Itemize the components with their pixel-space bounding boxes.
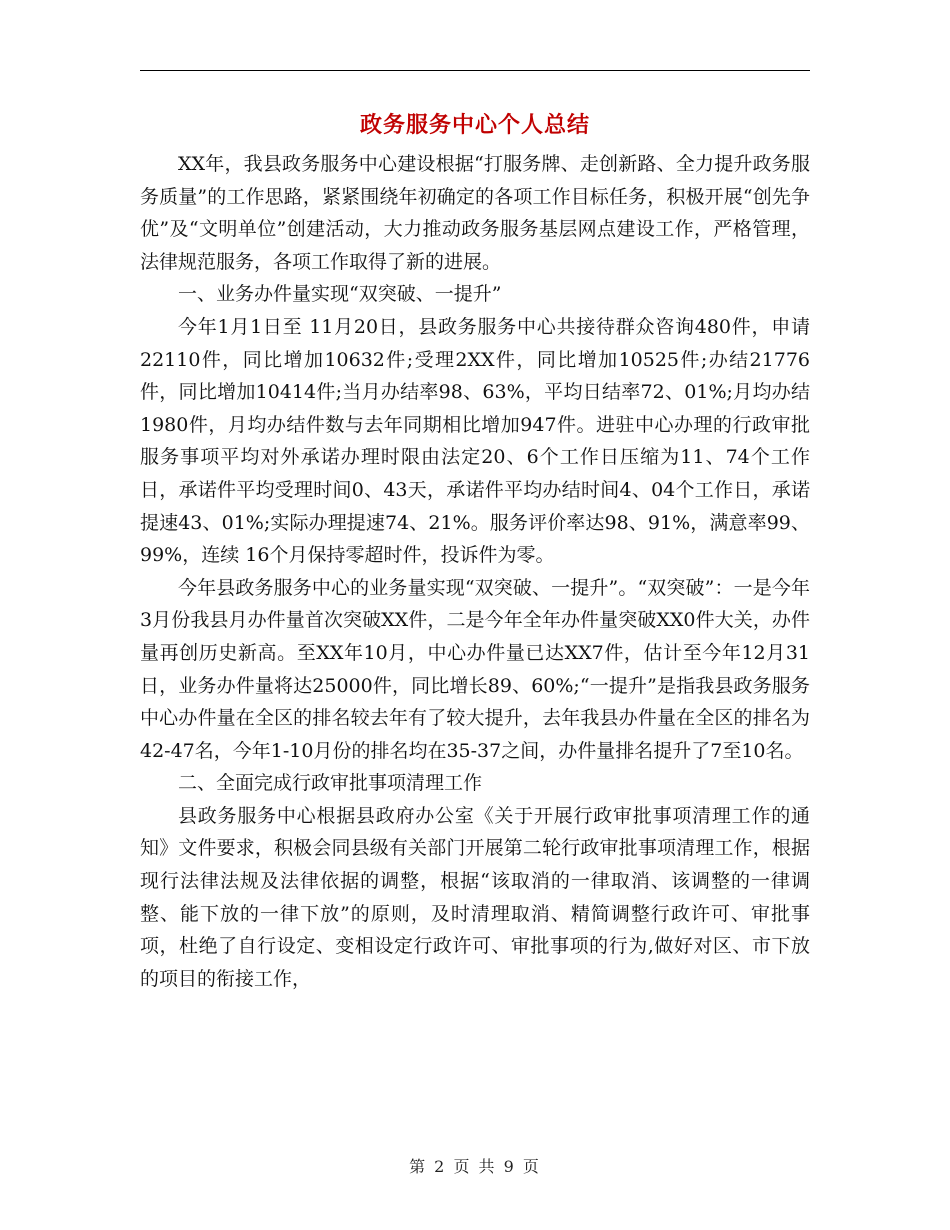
- document-body: [140, 148, 810, 995]
- section-heading-2: 二、全面完成行政审批事项清理工作: [178, 772, 483, 795]
- section-heading-1: 一、业务办件量实现“双突破、一提升”: [178, 283, 502, 306]
- document-title: 政务服务中心个人总结: [359, 112, 590, 138]
- paragraph-statistics: 今年1月1日至 11月20日，县政务服务中心共接待群众咨询480件，申请22110件，同比增加10632件;受理2XX件，同比增加10525件;办结21776件，同比增加10414件;当月办结率98、63%，平均日结率72、01%;月均办结1980件，月均办结件数与去年同期相比增加947件。进驻中心办理的行政审批服务事项平均对外承诺办理时限由法定20、6个工作日压缩为11、74个工作日，承诺件平均受理时间0、43天，承诺件平均办结时间4、04个工作日，承诺提速43、01%;实际办理提速74、21%。服务评价率达98、91%，满意率99、99%，连续 16个月保持零超时件，投诉件为零。: [140, 315, 810, 567]
- paragraph-cleanup: 县政务服务中心根据县政府办公室《关于开展行政审批事项清理工作的通知》文件要求，积极会同县级有关部门开展第二轮行政审批事项清理工作，根据现行法律法规及法律依据的调整，根据“该取消的一律取消、该调整的一律调整、能下放的一律下放”的原则，及时清理取消、精简调整行政许可、审批事项，杜绝了自行设定、变相设定行政许可、审批事项的行为,做好对区、市下放的项目的衔接工作，: [140, 804, 810, 990]
- paragraph-breakthrough: 今年县政务服务中心的业务量实现“双突破、一提升”。“双突破”：一是今年3月份我县月办件量首次突破XX件，二是今年全年办件量突破XX0件大关，办件量再创历史新高。至XX年10月，中心办件量已达XX7件，估计至今年12月31日，业务办件量将达25000件，同比增长89、60%;“一提升”是指我县政务服务中心办件量在全区的排名较去年有了较大提升，去年我县办件量在全区的排名为42-47名，今年1-10月份的排名均在35-37之间，办件量排名提升了7至10名。: [140, 576, 810, 762]
- header-rule: [140, 70, 810, 71]
- paragraph-intro: XX年，我县政务服务中心建设根据“打服务牌、走创新路、全力提升政务服务质量”的工作思路，紧紧围绕年初确定的各项工作目标任务，积极开展“创先争优”及“文明单位”创建活动，大力推动政务服务基层网点建设工作，严格管理，法律规范服务，各项工作取得了新的进展。: [140, 153, 810, 273]
- page-number: 第 2 页 共 9 页: [409, 1157, 541, 1176]
